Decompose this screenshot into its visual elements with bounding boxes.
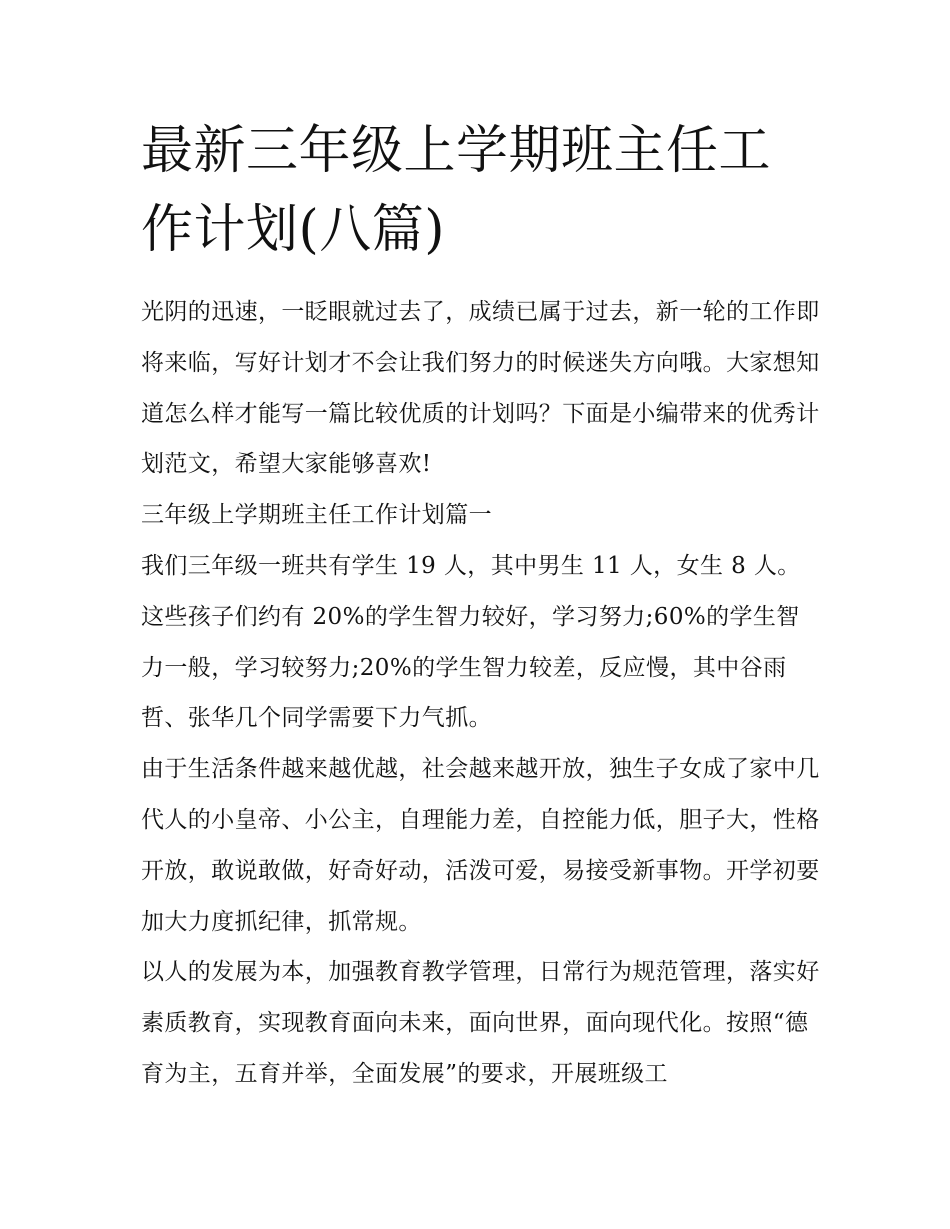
document-body	[141, 287, 821, 1100]
section-heading: 三年级上学期班主任工作计划篇一	[141, 502, 492, 529]
document-title: 最新三年级上学期班主任工作计划(八篇)	[141, 121, 772, 260]
document-page	[141, 112, 821, 1100]
guiding-principle-paragraph: 以人的发展为本，加强教育教学管理，日常行为规范管理，落实好素质教育，实现教育面向未来，面向世界，面向现代化。按照“德育为主，五育并举，全面发展”的要求，开展班级工	[141, 959, 820, 1087]
intro-paragraph: 光阴的迅速，一眨眼就过去了，成绩已属于过去，新一轮的工作即将来临，写好计划才不会让我们努力的时候迷失方向哦。大家想知道怎么样才能写一篇比较优质的计划吗？下面是小编带来的优秀计划范文，希望大家能够喜欢!	[141, 299, 820, 478]
class-overview-paragraph: 我们三年级一班共有学生 19 人，其中男生 11 人，女生 8 人。这些孩子们约有 20%的学生智力较好，学习努力;60%的学生智力一般，学习较努力;20%的学生智力较差，反应慢，其中谷雨哲、张华几个同学需要下力气抓。	[141, 552, 801, 732]
student-traits-paragraph: 由于生活条件越来越优越，社会越来越开放，独生子女成了家中几代人的小皇帝、小公主，自理能力差，自控能力低，胆子大，性格开放，敢说敢做，好奇好动，活泼可爱，易接受新事物。开学初要加大力度抓纪律，抓常规。	[141, 756, 820, 935]
